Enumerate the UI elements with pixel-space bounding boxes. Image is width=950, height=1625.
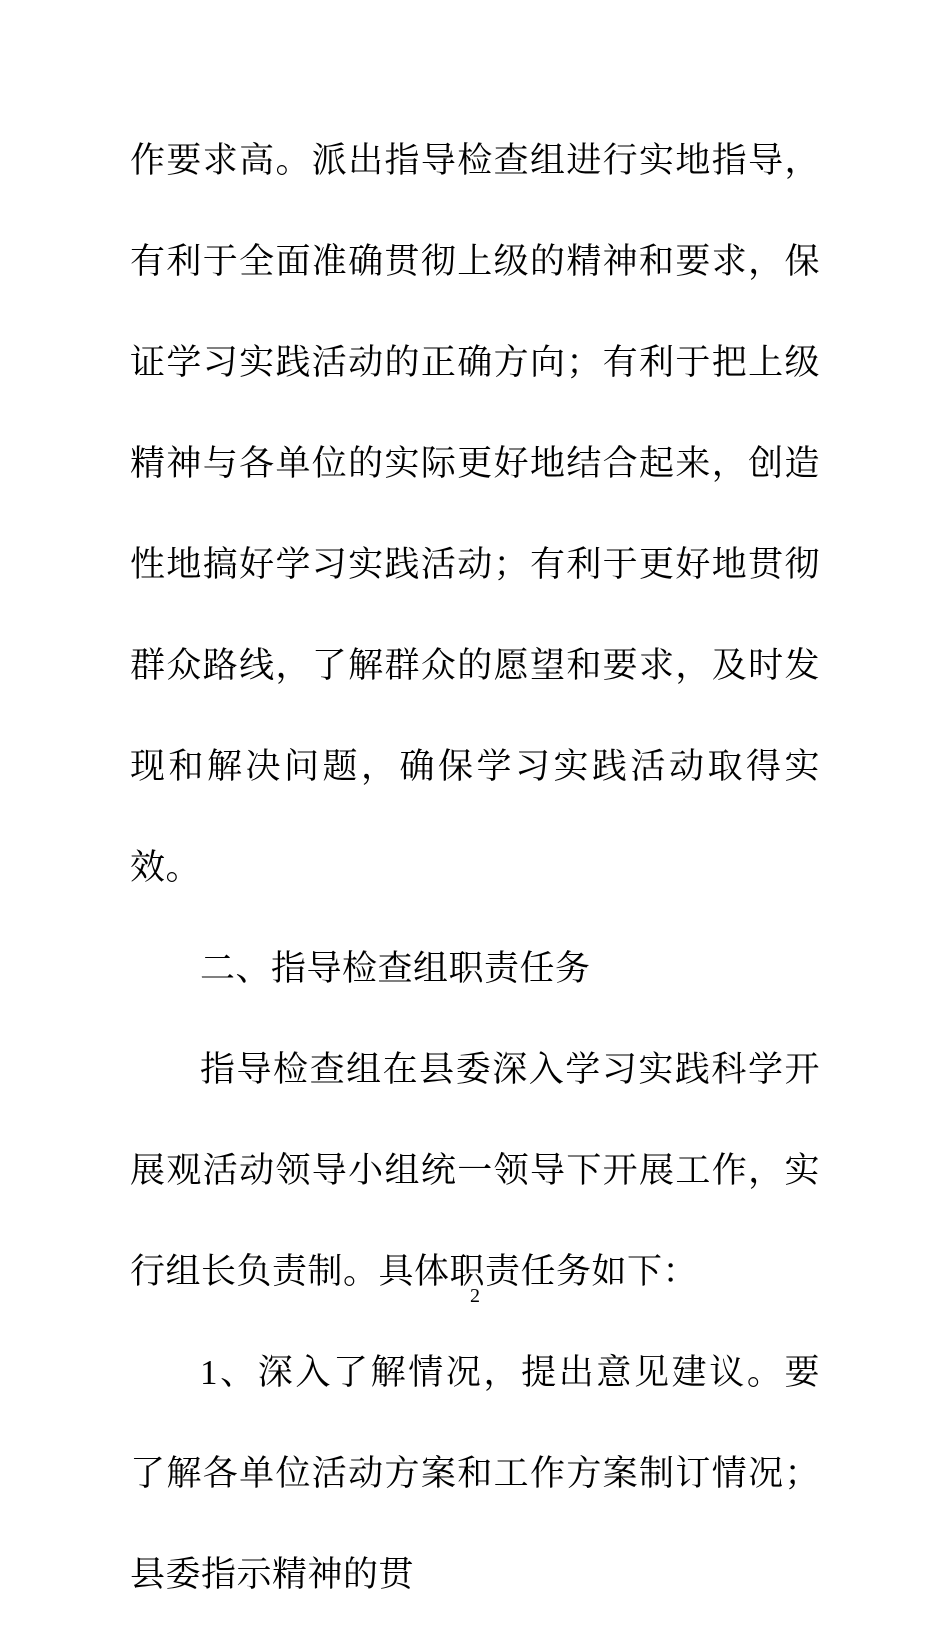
document-body (130, 110, 820, 1625)
paragraph-1: 作要求高。派出指导检查组进行实地指导，有利于全面准确贯彻上级的精神和要求，保证学习实践活动的正确方向；有利于把上级精神与各单位的实际更好地结合起来，创造性地搞好学习实践活动；有利于更好地贯彻群众路线，了解群众的愿望和要求，及时发现和解决问题，确保学习实践活动取得实效。 (130, 141, 820, 887)
page-number: 2 (470, 1285, 480, 1307)
paragraph-3: 指导检查组在县委深入学习实践科学开展观活动领导小组统一领导下开展工作，实行组长负责制。具体职责任务如下： (130, 1050, 820, 1291)
paragraph-section-heading: 二、指导检查组职责任务 (200, 949, 591, 988)
paragraph-4: 1、深入了解情况，提出意见建议。要了解各单位活动方案和工作方案制订情况；县委指示精神的贯 (130, 1353, 820, 1594)
